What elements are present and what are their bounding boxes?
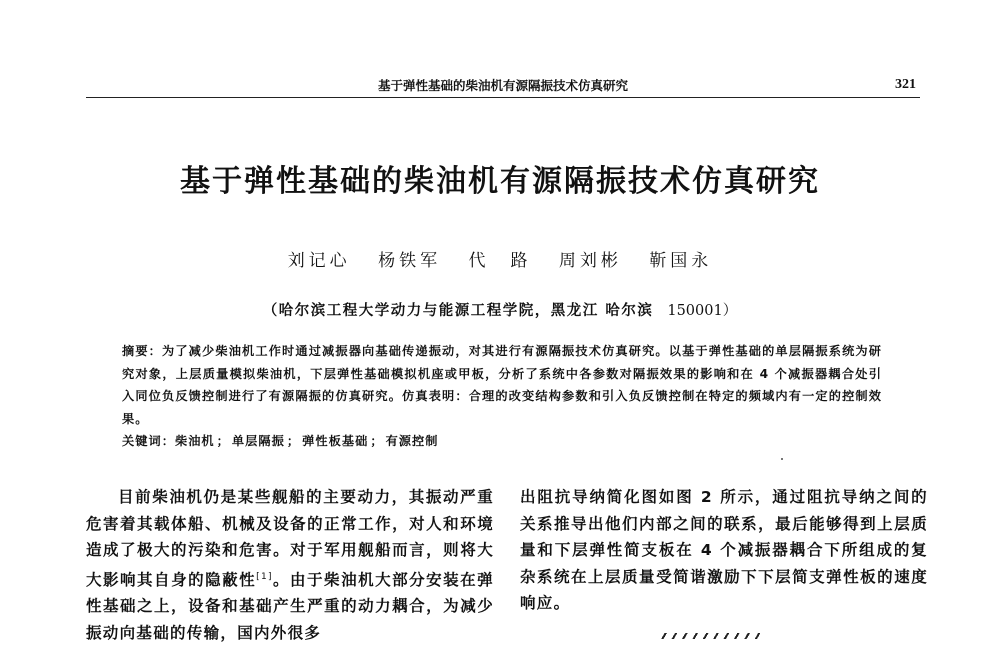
affiliation xyxy=(0,299,1000,320)
keyword: 单层隔振 xyxy=(231,434,285,448)
figure-ground-hatching xyxy=(660,633,760,639)
keyword: 弹性板基础 xyxy=(302,434,369,448)
page-number: 321 xyxy=(895,77,916,92)
abstract-text: 为了减少柴油机工作时通过减振器向基础传递振动，对其进行有源隔振技术仿真研究。以基于弹性基础的单层隔振系统为研究对象，上层质量模拟柴油机，下层弹性基础模拟机座或甲板，分析了系统中各参数对隔振效果的影响和在 4 个减振器耦合处引入同位负反馈控制进行了有源隔振的仿真研究。仿真表明：合理的改变结构参数和引入负反馈控制在特定的频域内有一定的控制效果。 xyxy=(122,344,883,426)
author: 代 路 xyxy=(468,251,532,271)
body-column-left xyxy=(86,484,494,646)
author-list xyxy=(0,246,1000,271)
postal-code: 150001） xyxy=(667,303,738,319)
author: 靳国永 xyxy=(649,251,713,271)
affiliation-text: （哈尔滨工程大学动力与能源工程学院，黑龙江 哈尔滨 xyxy=(262,302,654,319)
paper-title: 基于弹性基础的柴油机有源隔振技术仿真研究 xyxy=(180,164,820,199)
author: 杨铁军 xyxy=(378,251,442,271)
body-paragraph xyxy=(86,484,494,646)
abstract-label: 摘要： xyxy=(122,344,163,358)
header-rule xyxy=(86,97,920,98)
body-paragraph: 出阻抗导纳简化图如图 2 所示，通过阻抗导纳之间的关系推导出他们内部之间的联系，最后能够得到上层质量和下层弹性简支板在 4 个减振器耦合下所组成的复杂系统在上层质量受简谐激励下下层简支弹性板的速度响应。 xyxy=(520,488,928,612)
keywords-label: 关键词： xyxy=(122,434,175,448)
keyword: 柴油机 xyxy=(174,434,215,448)
keyword: 有源控制 xyxy=(385,434,439,448)
running-title: 基于弹性基础的柴油机有源隔振技术仿真研究 xyxy=(377,78,628,93)
keyword-separator: ； xyxy=(216,434,230,448)
body-column-right xyxy=(520,484,928,617)
paragraph-text: 。由于柴油机大部分安装在弹性基础之上，设备和基础产生严重的动力耦合，为减少振动向基础的传输，国内外很多 xyxy=(86,570,494,642)
keyword-separator: ； xyxy=(286,434,301,448)
running-header xyxy=(88,76,918,98)
citation-reference[interactable]: [1] xyxy=(256,571,273,582)
keyword-separator: ； xyxy=(370,434,384,448)
author: 刘记心 xyxy=(287,251,351,271)
scan-artifact xyxy=(781,458,783,460)
paragraph-text: 目前柴油机仍是某些舰船的主要动力，其振动严重危害着其载体船、机械及设备的正常工作，对人和环境造成了极大的污染和危害。对于军用舰船而言，则将大大影响其自身的隐蔽性 xyxy=(86,488,494,589)
abstract xyxy=(122,340,882,453)
author: 周刘彬 xyxy=(558,251,622,271)
keywords-line xyxy=(122,430,882,453)
